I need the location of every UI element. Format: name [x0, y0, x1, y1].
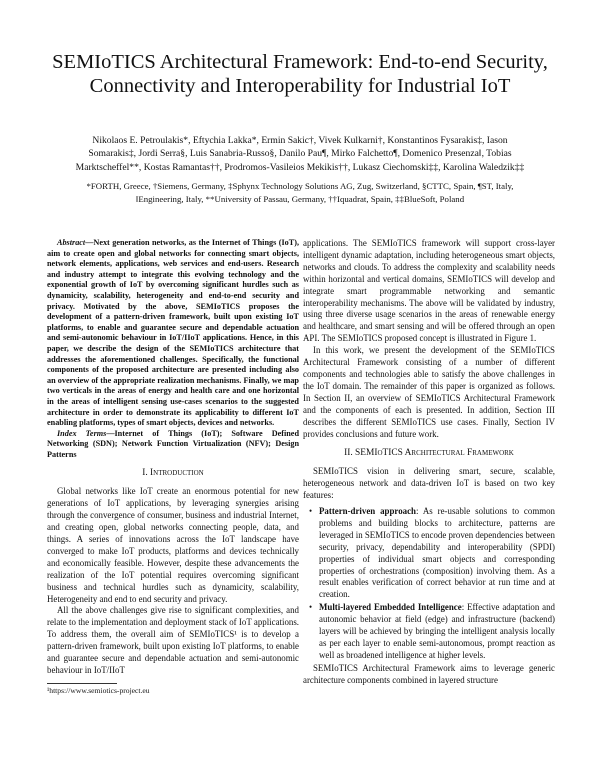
intro-paragraph-1: Global networks like IoT create an enormous potential for new generations of IoT applications, by leveraging synergies arising through the convergence of consumer, business and industrial Internet, and creating open, global networks connecting people, data, and things. A series of innovations across the IoT landscape have converged to make IoT products, platforms and devices technically and economically feasible. However, despite these advancements the realization of the IoT potential requires overcoming significant business and technical hurdles such as dynamicity, scalability, Heterogeneity and end to end security and privacy.: [47, 486, 299, 604]
author-list: [40, 134, 560, 174]
left-column: [47, 238, 299, 696]
bullet-icon: •: [309, 602, 313, 613]
feature-name: Pattern-driven approach: [319, 506, 416, 517]
author-line: Somarakis‡, Jordi Serra§, Luis Sanabria-Russo§, Danilo Pau¶, Mirko Falchetto¶, Domenico Presenza‖, Tobias: [88, 148, 512, 160]
right-paragraph-2: In this work, we present the development of the SEMIoTICS Architectural Framework consisting of a number of different components and technologies able to satisfy the above challenges in the IoT domain. The remainder of this paper is organized as follows. In Section II, an overview of SEMIoTICS Architectural Framework and the components of each is presented. In addition, Section III describes the different SEMIoTICS use cases. Finally, Section IV provides conclusions and future work.: [303, 345, 555, 439]
intro-paragraph-2: All the above challenges give rise to significant complexities, and relate to the implementation and deployment stack of IoT applications. To address them, the overall aim of SEMIoTICS¹ is to develop a pattern-driven framework, built upon existing IoT platforms, to enable and guarantee secure and dependable actuation and semi-autonomic behaviour in IoT/IIoT: [47, 605, 299, 675]
paper-title: SEMIoTICS Architectural Framework: End-to-end Security, Connectivity and Interoperability for Industrial IoT: [52, 51, 548, 97]
index-terms-text: —Internet of Things (IoT); Software Defined Networking (SDN); Network Function Virtualization (NFV); Design Patterns: [47, 428, 299, 459]
key-features-list: [303, 506, 555, 662]
abstract: [47, 238, 299, 429]
abstract-text: —Next generation networks, as the Internet of Things (IoT), aim to create open and global networks for connecting smart objects, network elements, applications, web services and end-users. Research and industry attempt to integrate this evolving technology and the exponential growth of IoT by overcoming significant hurdles such as dynamicity, scalability, heterogeneity and end-to-end security and privacy. Motivated by the above, SEMIoTICS proposes the development of a pattern-driven framework, built upon existing IoT platforms, to enable and guarantee secure and dependable actuation and semi-autonomic behaviour in IoT/IIoT applications. Hence, in this paper, we describe the design of the SEMIoTICS architecture that addresses the aforementioned challenges. Specifically, the functional components of the proposed architecture are presented including also an overview of the appropriate realization mechanisms. Finally, we map two verticals in the areas of energy and health care and one horizontal in the areas of intelligent sensing use-cases scenarios to the suggested architecture in order to demonstrate its applicability to different IoT enabling platforms, types of smart objects, devices and networks.: [47, 238, 299, 428]
feature-item: [309, 602, 555, 662]
bullet-icon: •: [309, 506, 313, 517]
author-line: Marktscheffel**, Kostas Ramantas††, Prodromos-Vasileios Mekikis††, Lukasz Ciechomski‡‡, Karolina Waledzik‡‡: [75, 161, 525, 173]
feature-text: : Effective adaptation and autonomic behavior at field (edge) and infrastructure (backend) layers will be achieved by bringing the intelligent analysis locally as per each layer to enable semi-autonomous, prompt reaction as well as broadened intelligence at higher levels.: [319, 602, 555, 660]
right-paragraph-1: applications. The SEMIoTICS framework will support cross-layer intelligent dynamic adaptation, including heterogeneous smart objects, networks and clouds. To address the complexity and scalability needs within horizontal and vertical domains, SEMIoTICS will develop and integrate smart programmable networking and semantic interoperability mechanisms. The above will be validated by industry, using three diverse usage scenarios in the areas of renewable energy and healthcare, and smart sensing and will be offered through an open API. The SEMIoTICS proposed concept is illustrated in Figure 1.: [303, 238, 555, 344]
section-heading-introduction: I. Introduction: [142, 468, 204, 479]
section-heading-framework: II. SEMIoTICS Architectural Framework: [344, 448, 514, 459]
affiliation-line: *FORTH, Greece, †Siemens, Germany, ‡Sphynx Technology Solutions AG, Zug, Switzerland, §CTTC, Spain, ¶ST, Italy,: [86, 181, 514, 191]
feature-text: : As re-usable solutions to common problems and building blocks to architecture, patterns are leveraged in SEMIoTICS to encode proven dependencies between security, privacy, dependability and interoperability (SPDI) properties of individual smart objects and corresponding properties of orchestrations (composition) involving them. As a result enables verification of correct behavior at run time and at creation.: [319, 506, 555, 600]
abstract-label: Abstract: [57, 238, 86, 247]
author-line: Nikolaos E. Petroulakis*, Eftychia Lakka*, Ermin Sakic†, Vivek Kulkarni†, Konstantinos Fysarakis‡, Iason: [92, 135, 508, 146]
right-column: [303, 238, 555, 687]
right-paragraph-4: SEMIoTICS Architectural Framework aims to leverage generic architecture components combined in layered structure: [303, 662, 555, 685]
feature-item: [309, 506, 555, 601]
feature-name: Multi-layered Embedded Intelligence: [319, 602, 462, 613]
right-paragraph-3: SEMIoTICS vision in delivering smart, secure, scalable, heterogeneous network and data-driven IoT is based on two key features:: [303, 466, 555, 501]
affiliations: [40, 180, 560, 206]
affiliation-line: ‖Engineering, Italy, **University of Passau, Germany, ††Iquadrat, Spain, ‡‡BlueSoft, Poland: [135, 194, 465, 204]
index-terms-label: Index Terms: [57, 428, 107, 438]
footnote-divider: [47, 683, 117, 684]
footnote-url: ¹https://www.semiotics-project.eu: [47, 685, 150, 695]
index-terms: [47, 429, 299, 461]
